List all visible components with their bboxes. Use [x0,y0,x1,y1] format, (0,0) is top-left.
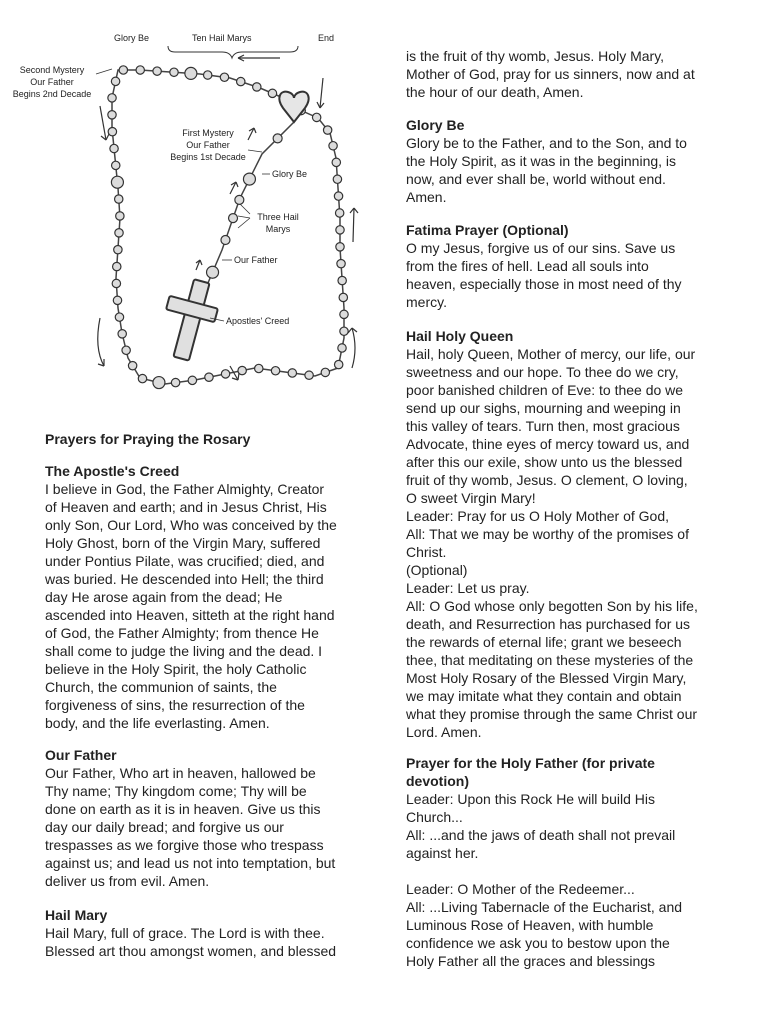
fatima-prayer-section [406,221,736,311]
apostles-creed-heading: The Apostle's Creed [45,463,180,479]
rosary-bead [171,378,179,386]
label-apostles-creed: Apostles' Creed [226,316,290,326]
rosary-bead [237,77,245,85]
rosary-bead [128,361,136,369]
rosary-bead [188,376,196,384]
rosary-bead [253,83,261,91]
fatima-prayer-text: O my Jesus, forgive us of our sins. Save us from the fires of hell. Lead all souls into heaven, especially those in most need of thy mercy. [406,240,682,310]
rosary-bead [323,126,331,134]
rosary-bead [113,262,121,270]
rosary-bead [115,313,123,321]
page-title: Prayers for Praying the Rosary [45,431,251,447]
hail-holy-queen-section [406,327,736,741]
our-father-text: Our Father, Who art in heaven, hallowed be Thy name; Thy kingdom come; Thy will be done on earth as it is in heaven. Give us this day our daily bread; and forgive us our trespasses as we forgive those who trespass against us; and lead us not into temptation, but deliver us from evil. Amen. [45,765,336,889]
label-glory-be-mid: Glory Be [272,169,308,179]
rosary-bead [333,175,341,183]
rosary-bead [338,276,346,284]
rosary-bead [185,67,197,79]
rosary-bead [170,68,178,76]
hail-holy-queen-heading: Hail Holy Queen [406,328,514,344]
rosary-bead [336,243,344,251]
rosary-bead [329,142,337,150]
label-leader-lines [96,69,270,321]
our-father-heading: Our Father [45,747,117,763]
rosary-bead [335,209,343,217]
rosary-bead [116,212,124,220]
rosary-bead [255,364,263,372]
rosary-pendant-bead [229,214,238,223]
rosary-bead [114,245,122,253]
rosary-bead [111,77,119,85]
glory-be-section [406,116,736,206]
rosary-bead [122,346,130,354]
rosary-bead [305,371,313,379]
rosary-diagram [0,28,390,408]
rosary-bead [312,113,320,121]
rosary-bead [136,66,144,74]
rosary-bead [268,89,276,97]
rosary-bead [332,158,340,166]
rosary-bead [221,370,229,378]
label-first-mystery-3: Begins 1st Decade [170,152,246,162]
rosary-bead [336,226,344,234]
crucifix-icon [166,279,218,360]
glory-be-text: Glory be to the Father, and to the Son, and to the Holy Spirit, as it was in the beginning, is now, and ever shall be, world without end. Amen. [406,135,687,205]
rosary-pendant-bead [243,173,255,185]
rosary-bead [118,330,126,338]
rosary-beads [108,66,348,389]
rosary-bead [153,67,161,75]
label-first-mystery-1: First Mystery [182,128,234,138]
rosary-pendant-bead [235,195,244,204]
label-three-hail-2: Marys [265,224,291,234]
label-second-mystery-1: Second Mystery [19,65,85,75]
apostles-creed-section [45,462,363,732]
rosary-bead [288,369,296,377]
hail-mary-continued-section [406,47,736,101]
rosary-bead [334,360,342,368]
rosary-bead [113,296,121,304]
label-ten-hail-marys: Ten Hail Marys [192,33,252,43]
rosary-bead [205,373,213,381]
rosary-bead [115,229,123,237]
rosary-bead [153,377,165,389]
rosary-bead [115,195,123,203]
rosary-bead [337,259,345,267]
direction-arrows [98,55,358,380]
apostles-creed-text: I believe in God, the Father Almighty, Creator of Heaven and earth; and in Jesus Christ, His only Son, Our Lord, Who was conceived by the Holy Ghost, born of the Virgin Mary, suffered under Pontius Pilate, was crucified; died, and was buried. He descended into Hell; the third day He arose again from the dead; He ascended into Heaven, sitteth at the right hand of God, the Father Almighty; from thence He shall come to judge the living and the dead. I believe in the Holy Spirit, the holy Catholic Church, the communion of saints, the forgiveness of sins, the resurrection of the body, and the life everlasting. Amen. [45,481,337,731]
ten-hail-marys-brace [168,46,298,58]
label-first-mystery-2: Our Father [186,140,230,150]
rosary-bead [321,368,329,376]
hail-mary-continued-text: is the fruit of thy womb, Jesus. Holy Mary, Mother of God, pray for us sinners, now and at the hour of our death, Amen. [406,48,695,100]
rosary-bead [111,176,123,188]
rosary-bead [108,94,116,102]
label-second-mystery-3: Begins 2nd Decade [12,89,92,99]
hail-mary-text: Hail Mary, full of grace. The Lord is with thee. Blessed art thou amongst women, and blessed [45,925,337,959]
hail-mary-heading: Hail Mary [45,907,108,923]
rosary-bead [338,344,346,352]
holy-father-prayer-section [406,754,736,970]
heart-centerpiece-icon [279,92,308,122]
rosary-bead [203,71,211,79]
rosary-chain [112,70,344,384]
rosary-bead [340,310,348,318]
rosary-bead [108,111,116,119]
rosary-bead [112,161,120,169]
our-father-section [45,746,363,890]
rosary-bead [110,144,118,152]
label-end: End [318,33,335,43]
rosary-bead [340,327,348,335]
rosary-bead [108,127,116,135]
rosary-bead [334,192,342,200]
fatima-prayer-heading: Fatima Prayer (Optional) [406,222,569,238]
label-three-hail-1: Three Hail [257,212,299,222]
rosary-pendant-bead [221,236,230,245]
holy-father-prayer-heading: Prayer for the Holy Father (for private devotion) [406,755,655,789]
holy-father-prayer-text: Leader: Upon this Rock He will build His Church... All: ...and the jaws of death shall not prevail against her. Leader: O Mother of the Redeemer... All: ...Living Tabernacle of the Eucharist, and Luminous Rose of Heaven, with humble confidence we ask you to bestow upon the Holy Father all the graces and blessings [406,791,683,969]
rosary-bead [138,374,146,382]
label-second-mystery-2: Our Father [30,77,74,87]
rosary-bead [339,293,347,301]
hail-mary-section [45,906,363,960]
rosary-bead [112,279,120,287]
label-glory-be-top: Glory Be [114,33,150,43]
rosary-title-section [45,430,363,448]
rosary-pendant-bead [273,134,282,143]
glory-be-heading: Glory Be [406,117,465,133]
rosary-pendant-bead [207,266,219,278]
rosary-bead [220,73,228,81]
rosary-bead [271,367,279,375]
label-our-father: Our Father [234,255,278,265]
hail-holy-queen-text: Hail, holy Queen, Mother of mercy, our life, our sweetness and our hope. To thee do we cry, poor banished children of Eve: to thee do we send up our sighs, mourning and weeping in this valley of tears. Turn then, most gracious Advocate, thine eyes of mercy toward us, and after this our exile, show unto us the blessed fruit of thy womb, Jesus. O clement, O loving, O sweet Virgin Mary! Leader: Pray for us O Holy Mother of God, All: That we may be worthy of the promises of Christ. (Optional) Leader: Let us pray. All: O God whose only begotten Son by his life, death, and Resurrection has purchased for us the rewards of eternal life; grant we beseech thee, that meditating on these mysteries of the Most Holy Rosary of the Blessed Virgin Mary, we may imitate what they contain and obtain what they promise through the same Christ our Lord. Amen. [406,346,698,740]
rosary-bead [119,66,127,74]
